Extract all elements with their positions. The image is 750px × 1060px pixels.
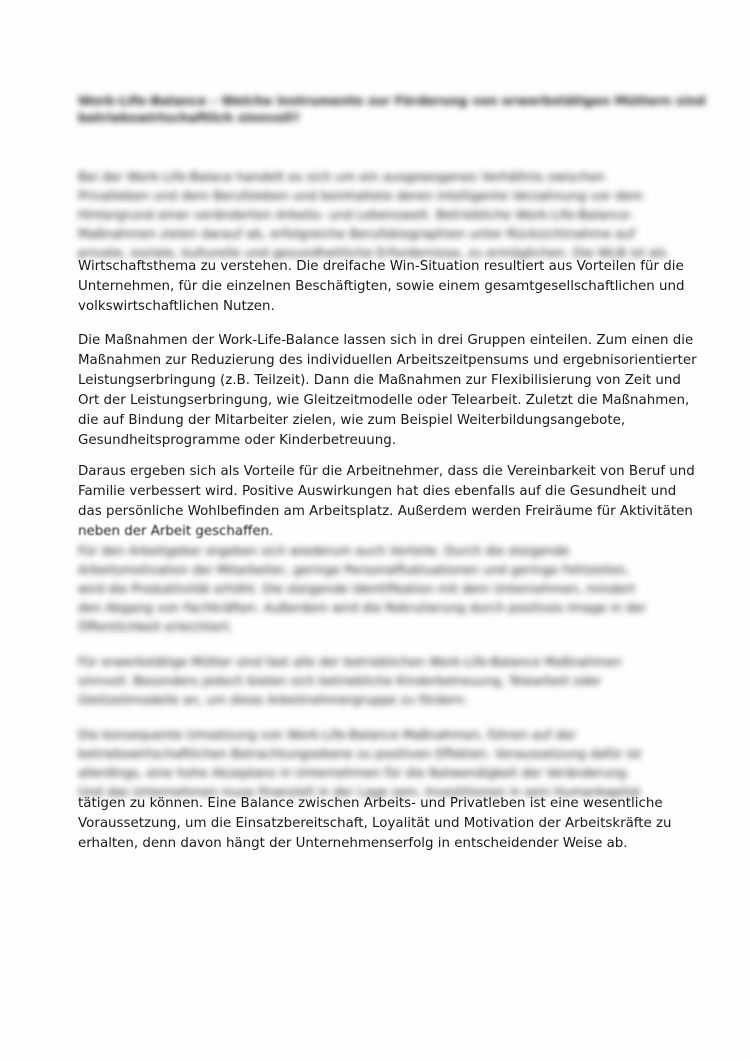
paragraph-1-blurred <box>78 167 667 262</box>
title-line: betriebswirtschaftlich sinnvoll? <box>78 110 300 125</box>
text-line: Leistungserbringung (z.B. Teilzeit). Dann die Maßnahmen zur Flexibilisierung von Zeit und <box>78 373 681 388</box>
text-line: sinnvoll. Besonders jedoch bieten sich betriebliche Kinderbetreuung, Telearbeit oder <box>78 673 602 688</box>
text-line: Für den Arbeitgeber ergeben sich wiederum auch Vorteile. Durch die steigende <box>78 543 570 558</box>
text-line: Die konsequente Umsetzung von Work-Life-Balance Maßnahmen, führen auf der <box>78 727 577 742</box>
text-line: Arbeitsmotivation der Mitarbeiter, geringe Personalfluktuationen und geringe Fehlzeiten, <box>78 562 630 577</box>
paragraph-6-blurred <box>78 725 668 801</box>
text-line: Gleitzeitmodelle an, um diese Arbeitnehmergruppe zu fördern. <box>78 692 468 707</box>
text-line: Maßnahmen zielen darauf ab, erfolgreiche Berufsbiographien unter Rücksichtnahme auf <box>78 226 636 241</box>
text-line: volkswirtschaftlichen Nutzen. <box>78 299 275 314</box>
text-line: Und das Unternehmen muss finanziell in der Lage sein, Investitionen in sein Humankapital <box>78 784 641 799</box>
text-line: erhalten, denn davon hängt der Unternehmenserfolg in entscheidender Weise ab. <box>78 836 628 851</box>
text-line: das persönliche Wohlbefinden am Arbeitsplatz. Außerdem werden Freiräume für Aktivitäten <box>78 504 693 519</box>
text-line: tätigen zu können. Eine Balance zwischen Arbeits- und Privatleben ist eine wesentliche <box>78 796 663 811</box>
paragraph-6-visible <box>78 794 678 854</box>
text-line: betriebswirtschaftlichen Betrachtungsebene zu positiven Effekten. Voraussetzung dafür ist <box>78 746 642 761</box>
text-line: Unternehmen, für die einzelnen Beschäftigten, sowie einem gesamtgesellschaftlichen und <box>78 279 685 294</box>
document-title-blurred <box>78 92 706 126</box>
text-line: wird die Produktivität erhöht. Die steigende Identifikation mit dem Unternehmen, mindert <box>78 581 636 596</box>
text-line: Familie verbessert wird. Positive Auswirkungen hat dies ebenfalls auf die Gesundheit und <box>78 484 677 499</box>
paragraph-4-blurred <box>78 541 653 636</box>
text-line-partial: neben der Arbeit geschaffen. <box>78 524 274 539</box>
text-line: Wirtschaftsthema zu verstehen. Die dreifache Win-Situation resultiert aus Vorteilen für die <box>78 259 684 274</box>
paragraph-2 <box>78 331 697 451</box>
text-line: Bei der Work-Life-Balace handelt es sich um ein ausgewogenes Verhältnis zwischen <box>78 169 606 184</box>
text-line: allerdings, eine hohe Akzeptanz in Unternehmen für die Notwendigkeit der Veränderung. <box>78 765 630 780</box>
title-line: Work-Life-Balance – Welche Instrumente zur Förderung von erwerbstätigen Müttern sind <box>78 93 706 108</box>
text-line: Hintergrund einer veränderten Arbeits- und Lebenswelt. Betriebliche Work-Life-Balance- <box>78 207 634 222</box>
text-line: Gesundheitsprogramme oder Kinderbetreuung. <box>78 433 397 448</box>
paragraph-1-visible <box>78 257 685 317</box>
text-line: Maßnahmen zur Reduzierung des individuellen Arbeitszeitpensums und ergebnisorientierter <box>78 353 697 368</box>
text-line: private, soziale, kulturelle und gesundheitliche Erfordernisse, zu ermöglichen. Die WLB ist als <box>78 245 667 260</box>
paragraph-5-blurred <box>78 652 653 709</box>
text-line: Privatleben und dem Berufsleben und beinhaltete deren intelligente Verzahnung vor dem <box>78 188 643 203</box>
text-line: Voraussetzung, um die Einsatzbereitschaft, Loyalität und Motivation der Arbeitskräfte zu <box>78 816 672 831</box>
text-line: Für erwerbstätige Mütter sind fast alle der betrieblichen Work-Life-Balance Maßnahmen <box>78 654 622 669</box>
text-line: Daraus ergeben sich als Vorteile für die Arbeitnehmer, dass die Vereinbarkeit von Beruf und <box>78 464 695 479</box>
text-line: Die Maßnahmen der Work-Life-Balance lassen sich in drei Gruppen einteilen. Zum einen die <box>78 333 694 348</box>
text-line: den Abgang von Fachkräften. Außerdem wird die Rekrutierung durch positives Image in der <box>78 600 647 615</box>
text-line: Ort der Leistungserbringung, wie Gleitzeitmodelle oder Telearbeit. Zuletzt die Maßnahmen, <box>78 393 690 408</box>
text-line: Öffentlichkeit erleichtert. <box>78 619 234 634</box>
paragraph-3 <box>78 462 695 542</box>
text-line: die auf Bindung der Mitarbeiter zielen, wie zum Beispiel Weiterbildungsangebote, <box>78 413 626 428</box>
